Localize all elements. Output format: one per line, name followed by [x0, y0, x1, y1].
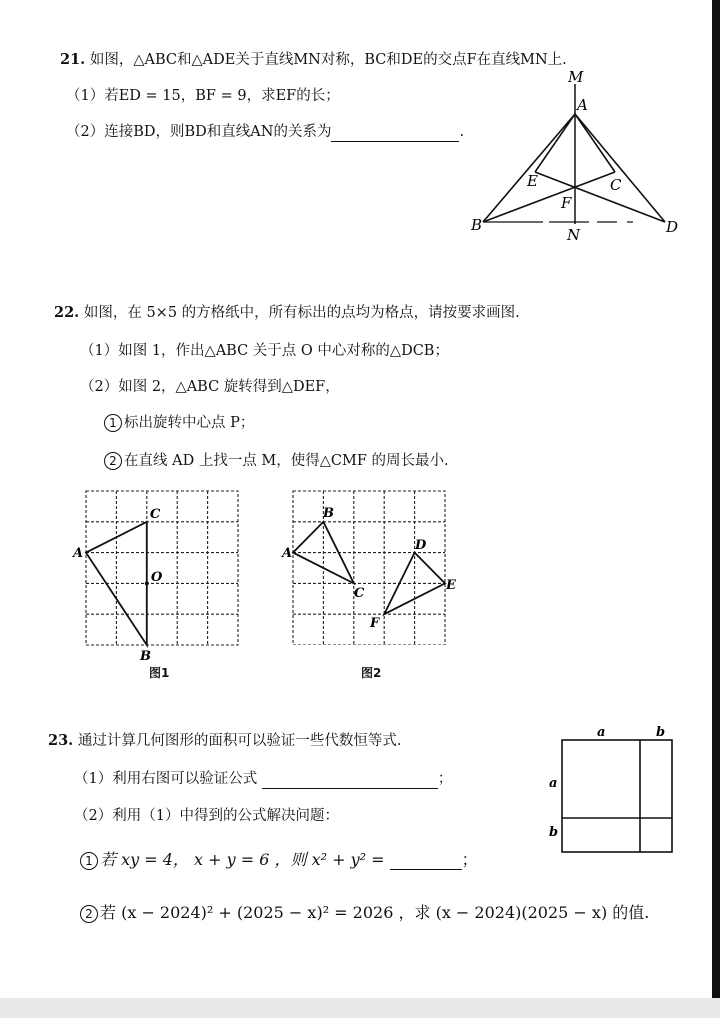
q22-part2: （2）如图 2，△ABC 旋转得到△DEF，: [80, 379, 340, 395]
q23-value-blank[interactable]: [390, 853, 462, 870]
q22-fig2-caption: 图2: [361, 666, 382, 680]
fig1-label-b: B: [140, 649, 151, 664]
q23-formula-blank[interactable]: [262, 772, 438, 789]
q21-stem-text: 如图，△ABC和△ADE关于直线MN对称，BC和DE的交点F在直线MN上.: [89, 52, 567, 68]
q23-sub2-text: 若 (x − 2024)² + (2025 − x)² = 2026 ，求 (x − 2024)(2025 − x) 的值.: [100, 903, 650, 922]
q22-sub1-mark: 1: [104, 414, 122, 432]
segment-ac: [575, 114, 615, 172]
q23-part1: [74, 769, 452, 789]
q23-stem: [48, 731, 401, 751]
q21-figure: [465, 62, 690, 247]
segment-bc: [483, 172, 615, 222]
label-e: E: [527, 172, 538, 190]
page-bottom-margin: [0, 998, 720, 1018]
q22-fig1-caption: 图1: [149, 666, 170, 680]
q23-part1-suffix: ；: [437, 771, 453, 787]
fig2-label-b: B: [323, 506, 334, 521]
q23-sub1: [80, 850, 478, 870]
grid-fig2: [293, 491, 445, 645]
q21-part1: （1）若ED = 15，BF = 9，求EF的长；: [66, 88, 340, 104]
page-edge: [712, 0, 720, 1000]
q22-figure2: [278, 485, 458, 645]
q21-answer-blank[interactable]: [331, 125, 459, 142]
label-d: D: [666, 218, 679, 236]
q22-sub1: [104, 413, 254, 433]
q22-sub2: [104, 451, 449, 471]
outer-square: [562, 740, 672, 852]
q22-sub2-mark: 2: [104, 452, 122, 470]
q22-stem-text: 如图，在 5×5 的方格纸中，所有标出的点均为格点，请按要求画图.: [83, 305, 520, 321]
label-left-a: a: [549, 776, 558, 791]
q23-sub2: [80, 903, 649, 923]
q21-part2: [66, 122, 464, 142]
fig2-label-a: A: [282, 546, 293, 561]
q21-number: 21.: [60, 51, 86, 68]
q23-area-figure: [545, 722, 680, 857]
q22-figure1: [70, 485, 245, 665]
q22-stem: [54, 303, 520, 323]
label-a: A: [577, 96, 588, 114]
q23-sub1-mark: 1: [80, 852, 98, 870]
fig1-label-o: O: [151, 570, 163, 585]
segment-de: [535, 172, 665, 222]
q22-sub2-text: 在直线 AD 上找一点 M，使得△CMF 的周长最小.: [124, 453, 449, 469]
label-n: N: [567, 226, 581, 244]
q22-sub1-text: 标出旋转中心点 P；: [124, 415, 255, 431]
fig1-label-c: C: [150, 507, 161, 522]
q21-part2-prefix: （2）连接BD，则BD和直线AN的关系为: [66, 124, 332, 140]
label-top-b: b: [656, 725, 666, 740]
fig2-label-d: D: [415, 538, 427, 553]
segment-ad: [575, 114, 665, 222]
point-o: [145, 581, 149, 585]
label-c: C: [610, 176, 622, 194]
label-b: B: [471, 216, 483, 234]
q23-sub1-suffix: ；: [461, 850, 478, 869]
q22-number: 22.: [54, 304, 80, 321]
fig2-label-f: F: [370, 616, 380, 631]
label-top-a: a: [597, 725, 606, 740]
grid-fig1: [86, 491, 238, 645]
q23-stem-text: 通过计算几何图形的面积可以验证一些代数恒等式.: [77, 733, 402, 749]
q23-part1-prefix: （1）利用右图可以验证公式: [74, 771, 258, 787]
label-left-b: b: [549, 825, 559, 840]
q23-number: 23.: [48, 732, 74, 749]
q21-part2-suffix: .: [459, 124, 465, 140]
fig1-label-a: A: [73, 546, 84, 561]
label-f: F: [561, 194, 572, 212]
label-m: M: [568, 68, 584, 86]
q23-sub2-mark: 2: [80, 905, 98, 923]
q22-part1: （1）如图 1，作出△ABC 关于点 O 中心对称的△DCB；: [80, 343, 449, 359]
fig2-label-e: E: [446, 578, 456, 593]
q23-sub1-text: 若 xy = 4， x + y = 6 ，则 x² + y² =: [100, 850, 385, 869]
segment-ae: [535, 114, 575, 172]
fig2-label-c: C: [354, 586, 365, 601]
q23-part2: （2）利用（1）中得到的公式解决问题：: [74, 808, 339, 824]
